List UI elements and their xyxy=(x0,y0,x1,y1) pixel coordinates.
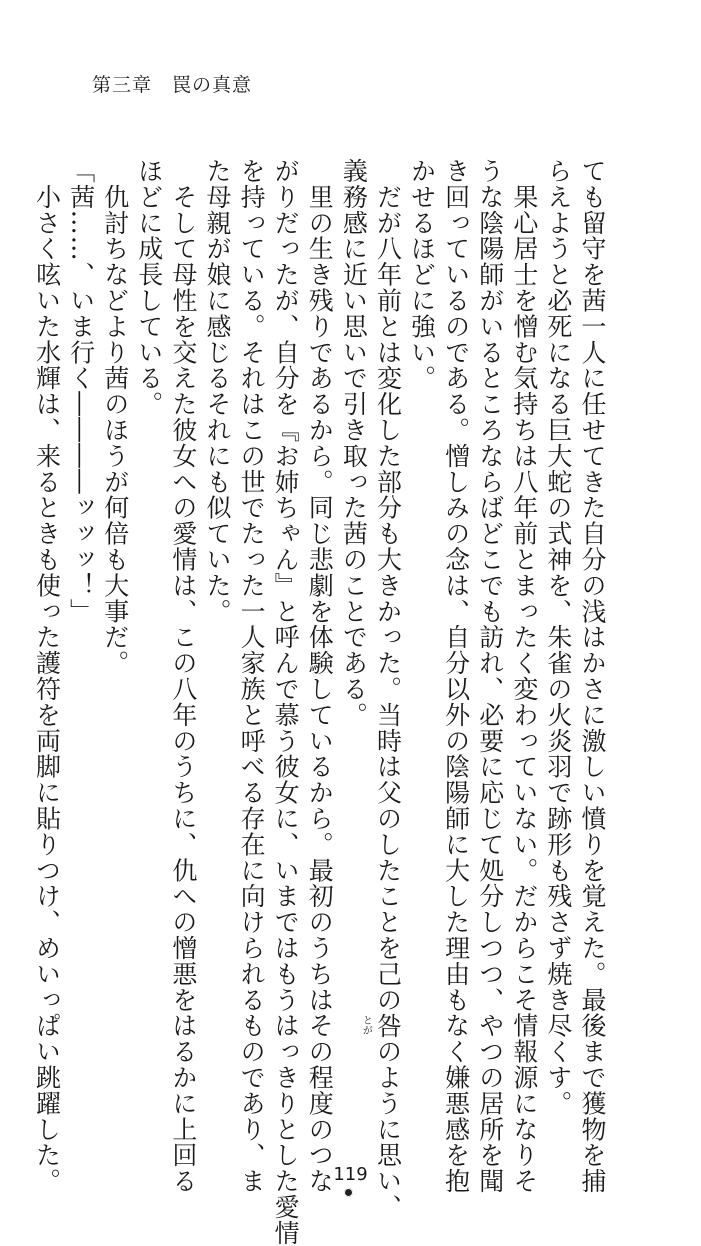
ruby-annotated-word xyxy=(360,1012,404,1039)
text-line-7-tail: のように思い、 xyxy=(373,1038,403,1220)
running-header-chapter-title: 第三章 罠の真意 xyxy=(92,74,253,96)
page-marker-dot-icon xyxy=(344,1188,353,1197)
text-line-6: かせるほどに強い。 xyxy=(407,158,437,392)
text-line-2: らえようと必死になる巨大蛇の式神を、朱雀の火炎羽で跡形も残さず焼き尽くす。 xyxy=(543,158,573,1117)
text-line-13: そして母性を交えた彼女への愛情は、この八年のうちに、仇への憎悪をはるかに上回る xyxy=(168,158,198,1194)
text-line-11: を持っている。それはこの世でたった一人家族と呼べる存在に向けられるものであり、ま xyxy=(237,158,267,1194)
text-line-15: 仇討ちなどより茜のほうが何倍も大事だ。 xyxy=(100,158,130,676)
text-line-12: た母親が娘に感じるそれにも似ていた。 xyxy=(202,158,232,625)
ruby-base: 咎 xyxy=(373,1012,403,1039)
text-line-9: 里の生き残りであるから。同じ悲劇を体験しているから。最初のうちはその程度のつな xyxy=(305,158,335,1194)
text-line-7-lead: だが八年前とは変化した部分も大きかった。当時は父のしたことを己の xyxy=(373,158,403,1013)
text-line-3: 果心居士を憎む気持ちは八年前とまったく変わっていない。だからこそ情報源になりそ xyxy=(509,158,539,1194)
text-line-1: ても留守を茜一人に任せてきた自分の浅はかさに激しい憤りを覚えた。最後まで獲物を捕 xyxy=(578,158,607,1194)
page-number: 119 xyxy=(333,1164,368,1185)
text-line-14: ほどに成長している。 xyxy=(134,158,164,417)
text-line-5: き回っているのである。憎しみの念は、自分以外の陰陽師に大した理由もなく嫌悪感を抱 xyxy=(441,158,471,1194)
text-line-17: 小さく呟いた水輝は、来るときも使った護符を両脚に貼りつけ、めいっぱい跳躍した。 xyxy=(32,158,62,1194)
text-line-8: 義務感に近い思いで引き取った茜のことである。 xyxy=(339,158,369,728)
text-line-7 xyxy=(360,158,404,1220)
text-line-10: がりだったが、自分を『お姉ちゃん』と呼んで慕う彼女に、いまではもうはっきりとした愛情 xyxy=(271,158,301,1246)
text-line-16: 「茜……、いま行く――――ッッッ！」 xyxy=(66,158,96,625)
ruby-reading: とが xyxy=(360,1014,372,1035)
text-line-4: うな陰陽師がいるところならばどこでも訪れ、必要に応じて処分しつつ、やつの居所を聞 xyxy=(475,158,505,1194)
